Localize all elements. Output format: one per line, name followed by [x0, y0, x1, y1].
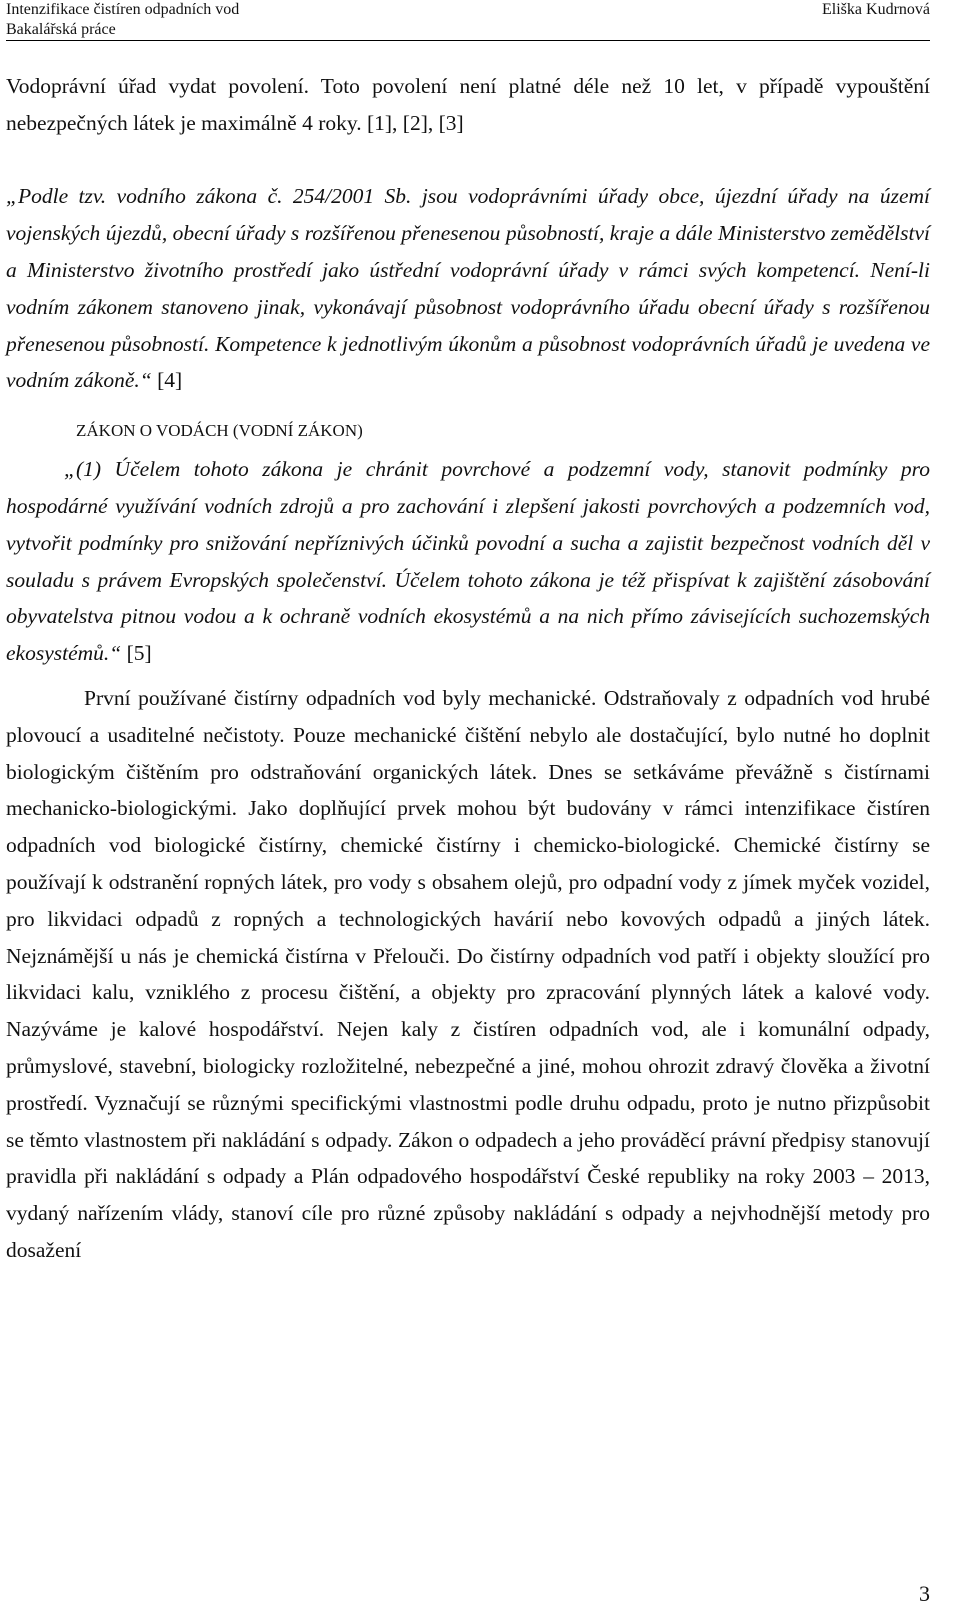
header-document-type: Bakalářská práce — [6, 21, 116, 38]
section-heading: ZÁKON O VODÁCH (VODNÍ ZÁKON) — [76, 421, 363, 441]
citation-ref: [5] — [121, 641, 152, 666]
citation-ref: [4] — [151, 368, 183, 393]
header-document-title: Intenzifikace čistíren odpadních vod — [6, 1, 240, 18]
header-author: Eliška Kudrnová — [822, 1, 930, 18]
header-left — [6, 0, 239, 40]
paragraph-quote-water-act — [6, 451, 930, 672]
page-header — [6, 0, 930, 41]
quote-text: „Podle tzv. vodního zákona č. 254/2001 Sb. jsou vodoprávními úřady obce, újezdní úřady na území vojenských újezdů, obecní úřady s rozšířenou přenesenou působností, kraje a dále Ministerstvo zemědělství a Ministerstvo životního prostředí jako ústřední vodoprávní úřady v rámci svých kompetencí. Není-li vodním zákonem stanoveno jinak, vykonávají působnost vodoprávního úřadu obecní úřady s rozšířenou přenesenou působností. Kompetence k jednotlivým úkonům a působnost vodoprávních úřadů je uvedena ve vodním zákoně.“ — [6, 184, 930, 393]
page-number: 3 — [919, 1581, 930, 1606]
paragraph-quote-water-authorities — [6, 178, 930, 399]
quote-text: „(1) Účelem tohoto zákona je chránit povrchové a podzemní vody, stanovit podmínky pro hospodárné využívání vodních zdrojů a pro zachování i zlepšení jakosti povrchových a podzemních vod, vytvořit podmínky pro snižování nepříznivých účinků povodní a sucha a zajistit bezpečnost vodních děl v souladu s právem Evropských společenství. Účelem tohoto zákona je též přispívat k zajištění zásobování obyvatelstva pitnou vodou a k ochraně vodních ekosystémů a na nich přímo závisejících suchozemských ekosystémů.“ — [6, 457, 930, 666]
paragraph-intro: Vodoprávní úřad vydat povolení. Toto povolení není platné déle než 10 let, v případě vypouštění nebezpečných látek je maximálně 4 roky. [1], [2], [3] — [6, 74, 930, 135]
page-content — [6, 68, 930, 1269]
paragraph-treatment-plants: První používané čistírny odpadních vod byly mechanické. Odstraňovaly z odpadních vod hrubé plovoucí a usaditelné nečistoty. Pouze mechanické čištění nebylo ale dostačující, bylo nutné ho doplnit biologickým čištěním pro odstraňování organických látek. Dnes se setkáváme převážně s čistírnami mechanicko-biologickými. Jako doplňující prvek mohou být budovány v rámci intenzifikace čistíren odpadních vod biologické čistírny, chemické čistírny i chemicko-biologické. Chemické čistírny se používají k odstranění ropných látek, pro vody s obsahem olejů, pro odpadní vody z jímek myček vozidel, pro likvidaci odpadů z ropných a technologických havárií nebo kovových odpadů a jiných látek. Nejznámější u nás je chemická čistírna v Přelouči. Do čistírny odpadních vod patří i objekty sloužící pro likvidaci kalu, vzniklého z procesu čištění, a objekty pro zpracování plynných látek a kalové vody. Nazýváme je kalové hospodářství. Nejen kaly z čistíren odpadních vod, ale i komunální odpady, průmyslové, stavební, biologicky rozložitelné, nebezpečné a jiné, mohou ohrozit zdravý člověka a životní prostředí. Vyznačují se různými specifickými vlastnostmi podle druhu odpadu, proto je nutno přizpůsobit se těmto vlastnostem při nakládání s odpady. Zákon o odpadech a jeho prováděcí právní předpisy stanovují pravidla při nakládání s odpady a Plán odpadového hospodářství České republiky na roky 2003 – 2013, vydaný nařízením vlády, stanoví cíle pro různé způsoby nakládání s odpady a nejvhodnější metody pro dosažení — [6, 685, 930, 1262]
